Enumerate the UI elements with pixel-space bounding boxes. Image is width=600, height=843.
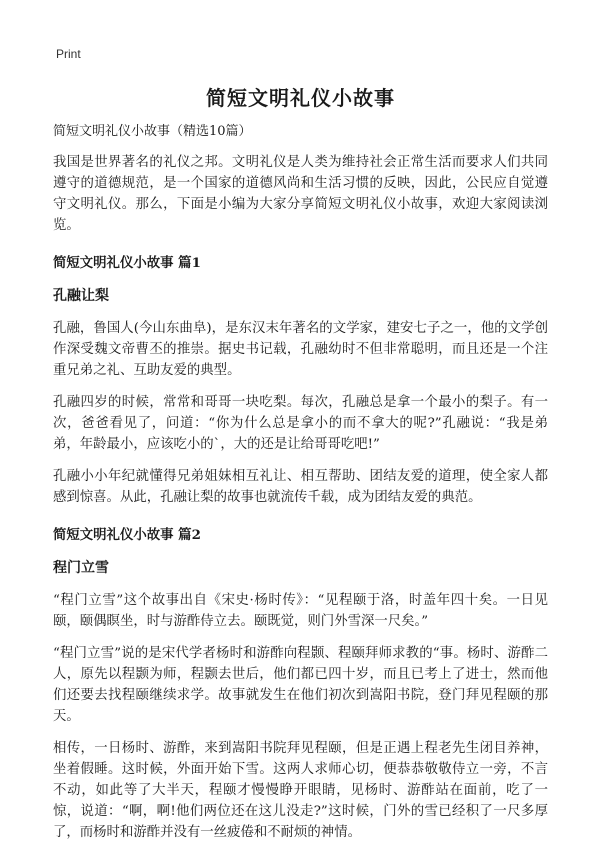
story-title-1: 孔融让梨: [53, 288, 109, 304]
story-paragraph: “程门立雪”说的是宋代学者杨时和游酢向程颢、程颐拜师求教的“事。杨时、游酢二人，原先以程颢为师，程颢去世后，他们都已四十岁，而且已考上了进士，然而他们还要去找程颐继续求学。故事就发生在他们初次到嵩阳书院，登门拜见程颐的那天。: [53, 646, 548, 724]
section-heading-1: 简短文明礼仪小故事 篇1: [53, 255, 201, 271]
document-title: 简短文明礼仪小故事: [206, 86, 395, 110]
print-label: Print: [56, 47, 81, 61]
story-paragraph: 孔融四岁的时候，常常和哥哥一块吃梨。每次，孔融总是拿一个最小的梨子。有一次，爸爸看见了，问道：“你为什么总是拿小的而不拿大的呢?”孔融说：“我是弟弟，年龄最小，应该吃小的`，大的还是让给哥哥吃吧!”: [53, 395, 548, 452]
section-heading-2: 简短文明礼仪小故事 篇2: [53, 527, 201, 543]
story-paragraph: 孔融，鲁国人(今山东曲阜)，是东汉末年著名的文学家，建安七子之一，他的文学创作深受魏文帝曹丕的推崇。据史书记载，孔融幼时不但非常聪明，而且还是一个注重兄弟之礼、互助友爱的典型。: [53, 321, 548, 378]
intro-paragraph: 我国是世界著名的礼仪之邦。文明礼仪是人类为维持社会正常生活而要求人们共同遵守的道德规范，是一个国家的道德风尚和生活习惯的反映，因此，公民应自觉遵守文明礼仪。那么，下面是小编为大家分享简短文明礼仪小故事，欢迎大家阅读浏览。: [53, 155, 548, 233]
story-paragraph: 相传，一日杨时、游酢，来到嵩阳书院拜见程颐，但是正遇上程老先生闭目养神，坐着假睡。这时候，外面开始下雪。这两人求师心切，便恭恭敬敬侍立一旁，不言不动，如此等了大半天，程颐才慢慢睁开眼睛，见杨时、游酢站在面前，吃了一惊，说道：“啊，啊!他们两位还在这儿没走?”这时候，门外的雪已经积了一尺多厚了，而杨时和游酢并没有一丝疲倦和不耐烦的神情。: [53, 741, 548, 840]
document-subtitle: 简短文明礼仪小故事（精选10篇）: [53, 124, 252, 139]
story-title-2: 程门立雪: [53, 560, 109, 576]
story-paragraph: “程门立雪”这个故事出自《宋史·杨时传》：“见程颐于洛，时盖年四十矣。一日见颐，颐偶瞑坐，时与游酢侍立去。颐既觉，则门外雪深一尺矣。”: [53, 593, 548, 629]
story-paragraph: 孔融小小年纪就懂得兄弟姐妹相互礼让、相互帮助、团结友爱的道理，使全家人都感到惊喜。从此，孔融让梨的故事也就流传千载，成为团结友爱的典范。: [53, 469, 548, 505]
